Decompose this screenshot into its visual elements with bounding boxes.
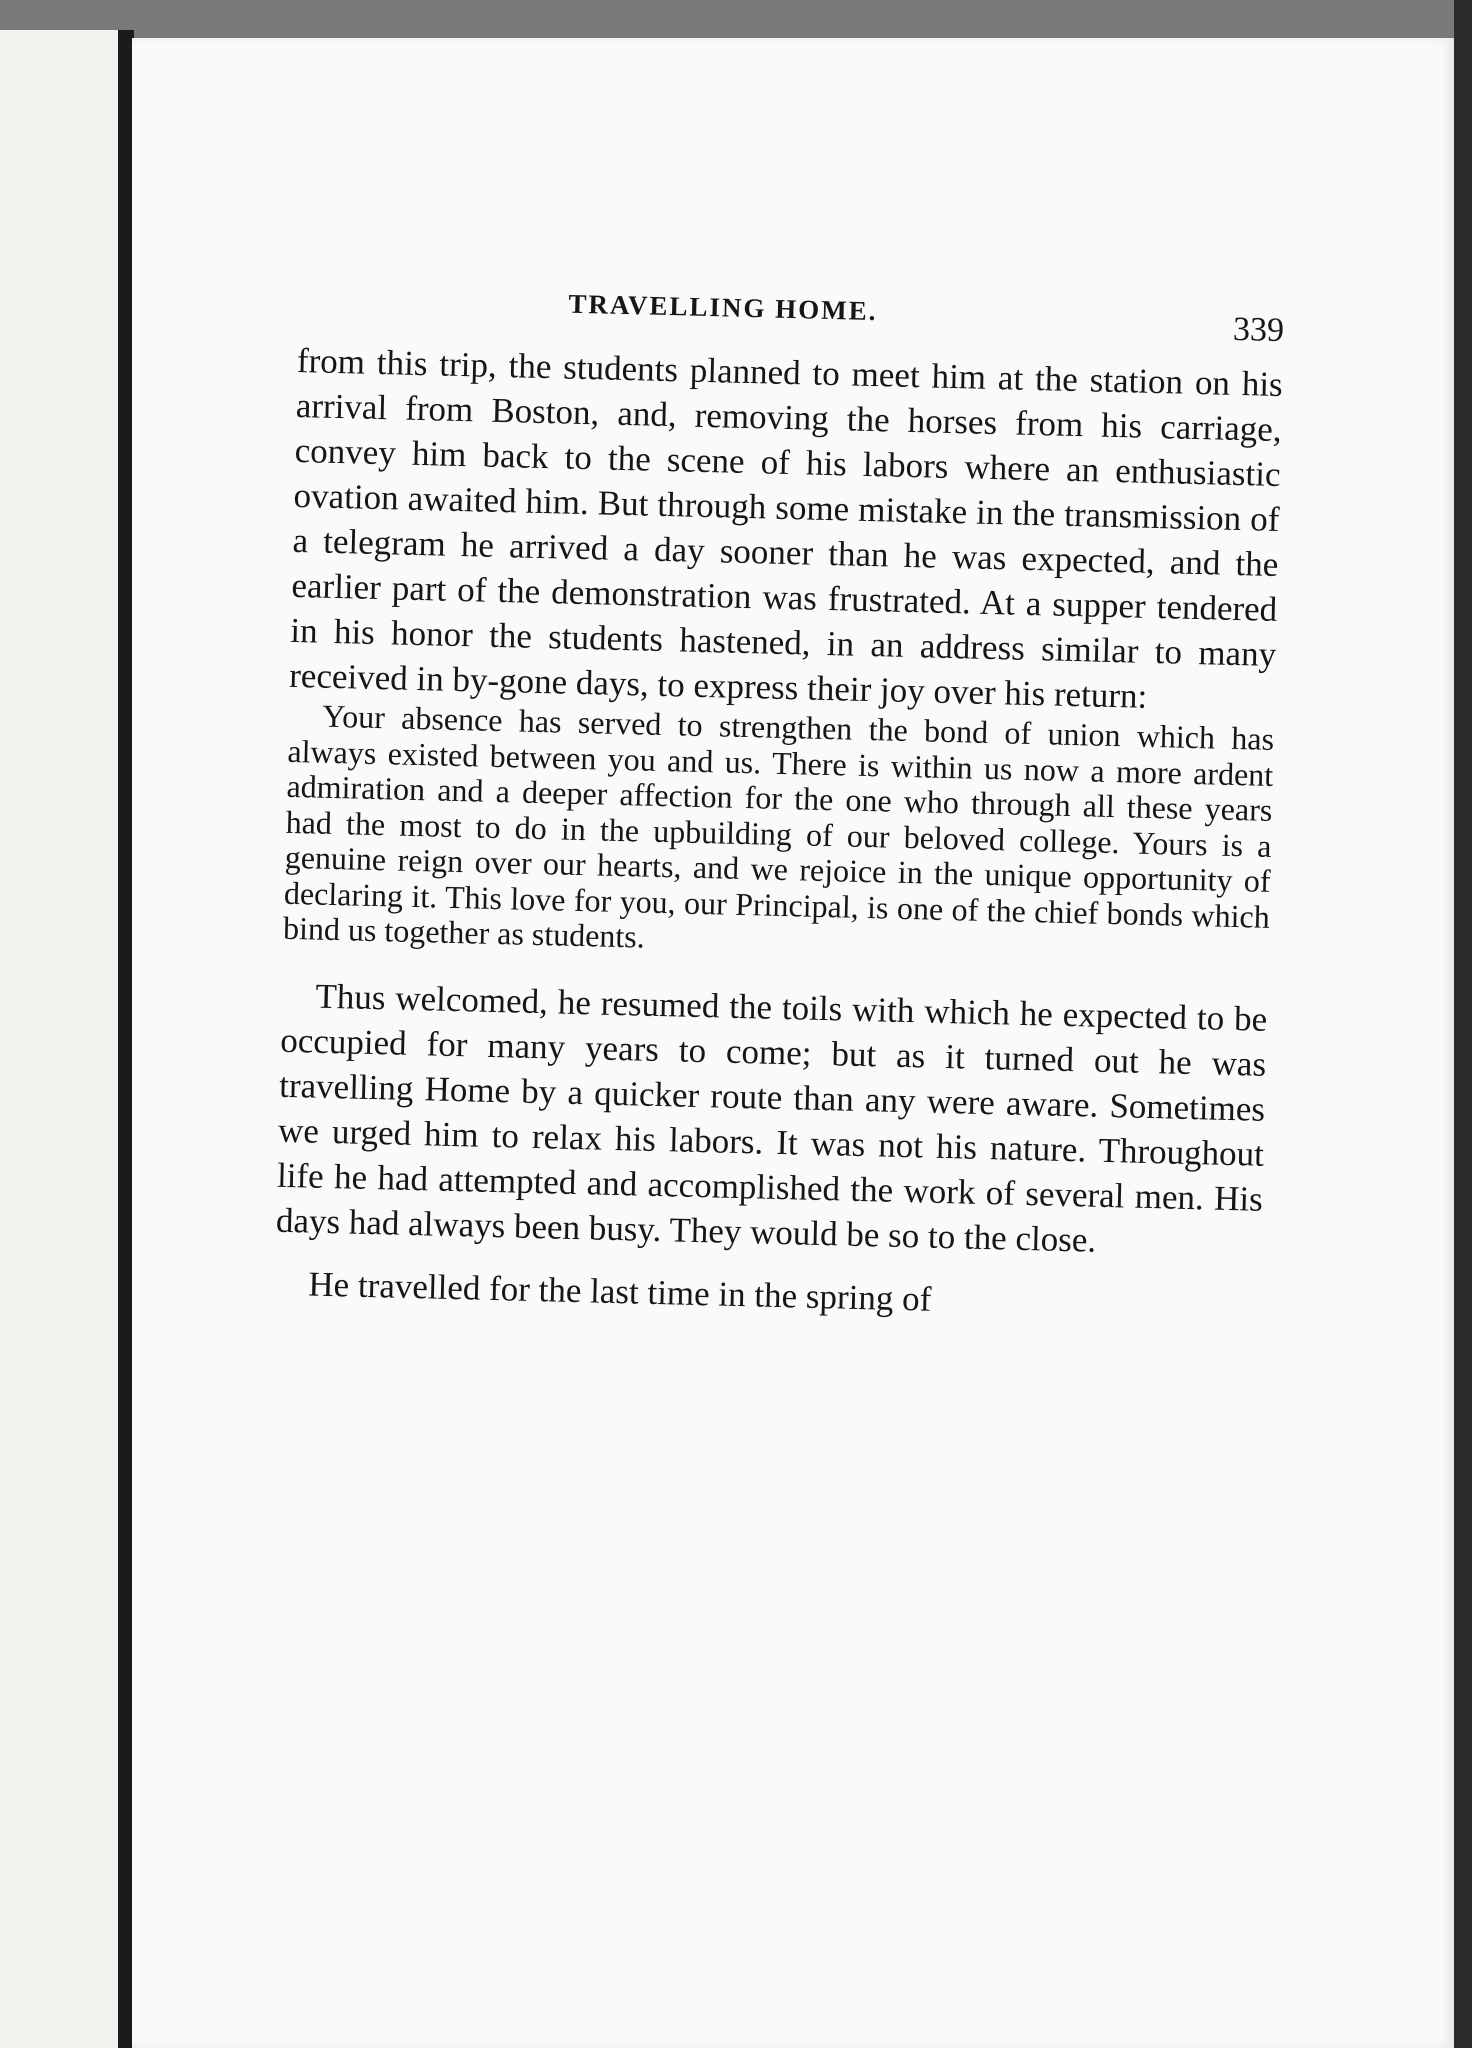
running-title: TRAVELLING HOME. [568, 288, 878, 327]
scan-border [1454, 0, 1472, 2048]
paragraph: from this trip, the students planned to meet him at the station on his arrival from Boston, and, removing the horses from his carriage, convey him back to the scene of his labors where an enthusiastic ovation awaited him. But through some mistake in the transmission of a telegram he arrived a day sooner than he was expected, and the earlier part of the demonstration was frustrated. At a supper tendered in his honor the students hastened, in an address similar to many received in by-gone days, to express their joy over his return: [288, 340, 1284, 716]
paragraph: Thus welcomed, he resumed the toils with which he expected to be occupied for many years to come; but as it turned out he was travelling Home by a quicker route than any were aware. Sometimes we urged him to relax his labors. It was not his nature. Throughout life he had attempted and accomplished the work of several men. His days had always been busy. They would be so to the close. [275, 976, 1268, 1260]
block-quote: Your absence has served to strengthen the bond of union which has always existed between you and us. There is within us now a more ardent admiration and a deeper affection for the one who through all these years had the most to do in the upbuilding of our beloved college. Yours is a genuine reign over our hearts, and we rejoice in the unique opportunity of declaring it. This love for you, our Principal, is one of the chief bonds which bind us together as students. [282, 697, 1275, 955]
paragraph: He travelled for the last time in the spring of [307, 1264, 932, 1319]
body-text [274, 338, 1283, 1329]
facing-page-edge [0, 30, 122, 2048]
page-content [274, 238, 1286, 1329]
running-head [298, 238, 1285, 350]
page-number: 339 [1232, 310, 1285, 350]
page [132, 38, 1454, 2048]
